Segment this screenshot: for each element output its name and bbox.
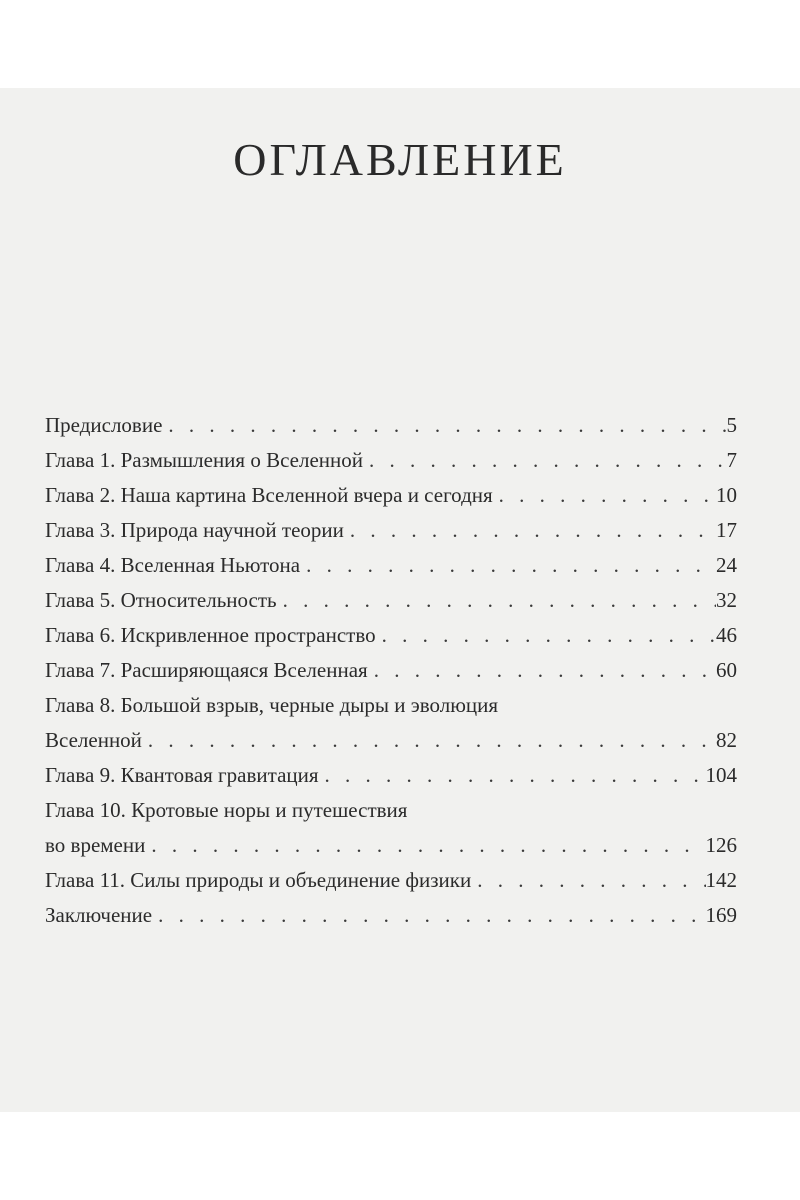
toc-entry-page: 5 bbox=[726, 413, 737, 437]
toc-entry-page: 60 bbox=[716, 658, 737, 682]
toc-entry-page: 126 bbox=[705, 833, 737, 857]
toc-entry-chapter-11 bbox=[45, 863, 737, 898]
toc-entry-page: 142 bbox=[705, 868, 737, 892]
dot-leader bbox=[376, 618, 716, 653]
dot-leader bbox=[493, 478, 716, 513]
toc-entry-chapter-9 bbox=[45, 758, 737, 793]
toc-entry-title: Заключение bbox=[45, 903, 153, 927]
toc-entry-title: Глава 3. Природа научной теории bbox=[45, 518, 344, 542]
toc-entry-title: Предисловие bbox=[45, 413, 163, 437]
toc-entry-chapter-1 bbox=[45, 443, 737, 478]
toc-entry-page: 46 bbox=[716, 623, 737, 647]
toc-entry-page: 10 bbox=[716, 483, 737, 507]
dot-leader bbox=[368, 653, 716, 688]
toc-entry-title: Глава 4. Вселенная Ньютона bbox=[45, 553, 301, 577]
toc-entry-chapter-8 bbox=[45, 688, 737, 758]
toc-entry-title-line-1: Глава 10. Кротовые норы и путешествия bbox=[45, 798, 408, 822]
toc-entry-chapter-2 bbox=[45, 478, 737, 513]
toc-entry-title: Глава 2. Наша картина Вселенной вчера и сегодня bbox=[45, 483, 493, 507]
toc-entry-preface bbox=[45, 408, 737, 443]
dot-leader bbox=[145, 828, 705, 863]
dot-leader bbox=[363, 443, 727, 478]
toc-entry-title: Глава 9. Квантовая гравитация bbox=[45, 763, 319, 787]
dot-leader bbox=[277, 583, 716, 618]
dot-leader bbox=[319, 758, 706, 793]
toc-entry-chapter-3 bbox=[45, 513, 737, 548]
dot-leader bbox=[142, 723, 716, 758]
toc-entry-title: Глава 1. Размышления о Вселенной bbox=[45, 448, 363, 472]
toc-entry-title-line-2: во времени bbox=[45, 833, 146, 857]
toc-entry-chapter-10 bbox=[45, 793, 737, 863]
toc-entry-chapter-6 bbox=[45, 618, 737, 653]
table-of-contents bbox=[45, 408, 737, 933]
toc-entry-page: 32 bbox=[716, 588, 737, 612]
toc-entry-chapter-7 bbox=[45, 653, 737, 688]
toc-entry-page: 169 bbox=[705, 903, 737, 927]
toc-entry-conclusion bbox=[45, 898, 737, 933]
dot-leader bbox=[300, 548, 716, 583]
toc-entry-title: Глава 5. Относительность bbox=[45, 588, 277, 612]
toc-entry-page: 82 bbox=[716, 728, 737, 752]
dot-leader bbox=[152, 898, 705, 933]
dot-leader bbox=[344, 513, 716, 548]
page-title: ОГЛАВЛЕНИЕ bbox=[233, 134, 567, 185]
toc-entry-title: Глава 7. Расширяющаяся Вселенная bbox=[45, 658, 368, 682]
toc-entry-page: 104 bbox=[705, 763, 737, 787]
toc-entry-title-line-2: Вселенной bbox=[45, 728, 142, 752]
dot-leader bbox=[471, 863, 705, 898]
dot-leader bbox=[162, 408, 726, 443]
toc-entry-title: Глава 11. Силы природы и объединение физики bbox=[45, 868, 472, 892]
toc-entry-title-line-1: Глава 8. Большой взрыв, черные дыры и эволюция bbox=[45, 693, 499, 717]
toc-entry-page: 24 bbox=[716, 553, 737, 577]
toc-entry-title: Глава 6. Искривленное пространство bbox=[45, 623, 376, 647]
toc-entry-page: 7 bbox=[726, 448, 737, 472]
toc-entry-page: 17 bbox=[716, 518, 737, 542]
toc-entry-chapter-4 bbox=[45, 548, 737, 583]
toc-entry-chapter-5 bbox=[45, 583, 737, 618]
